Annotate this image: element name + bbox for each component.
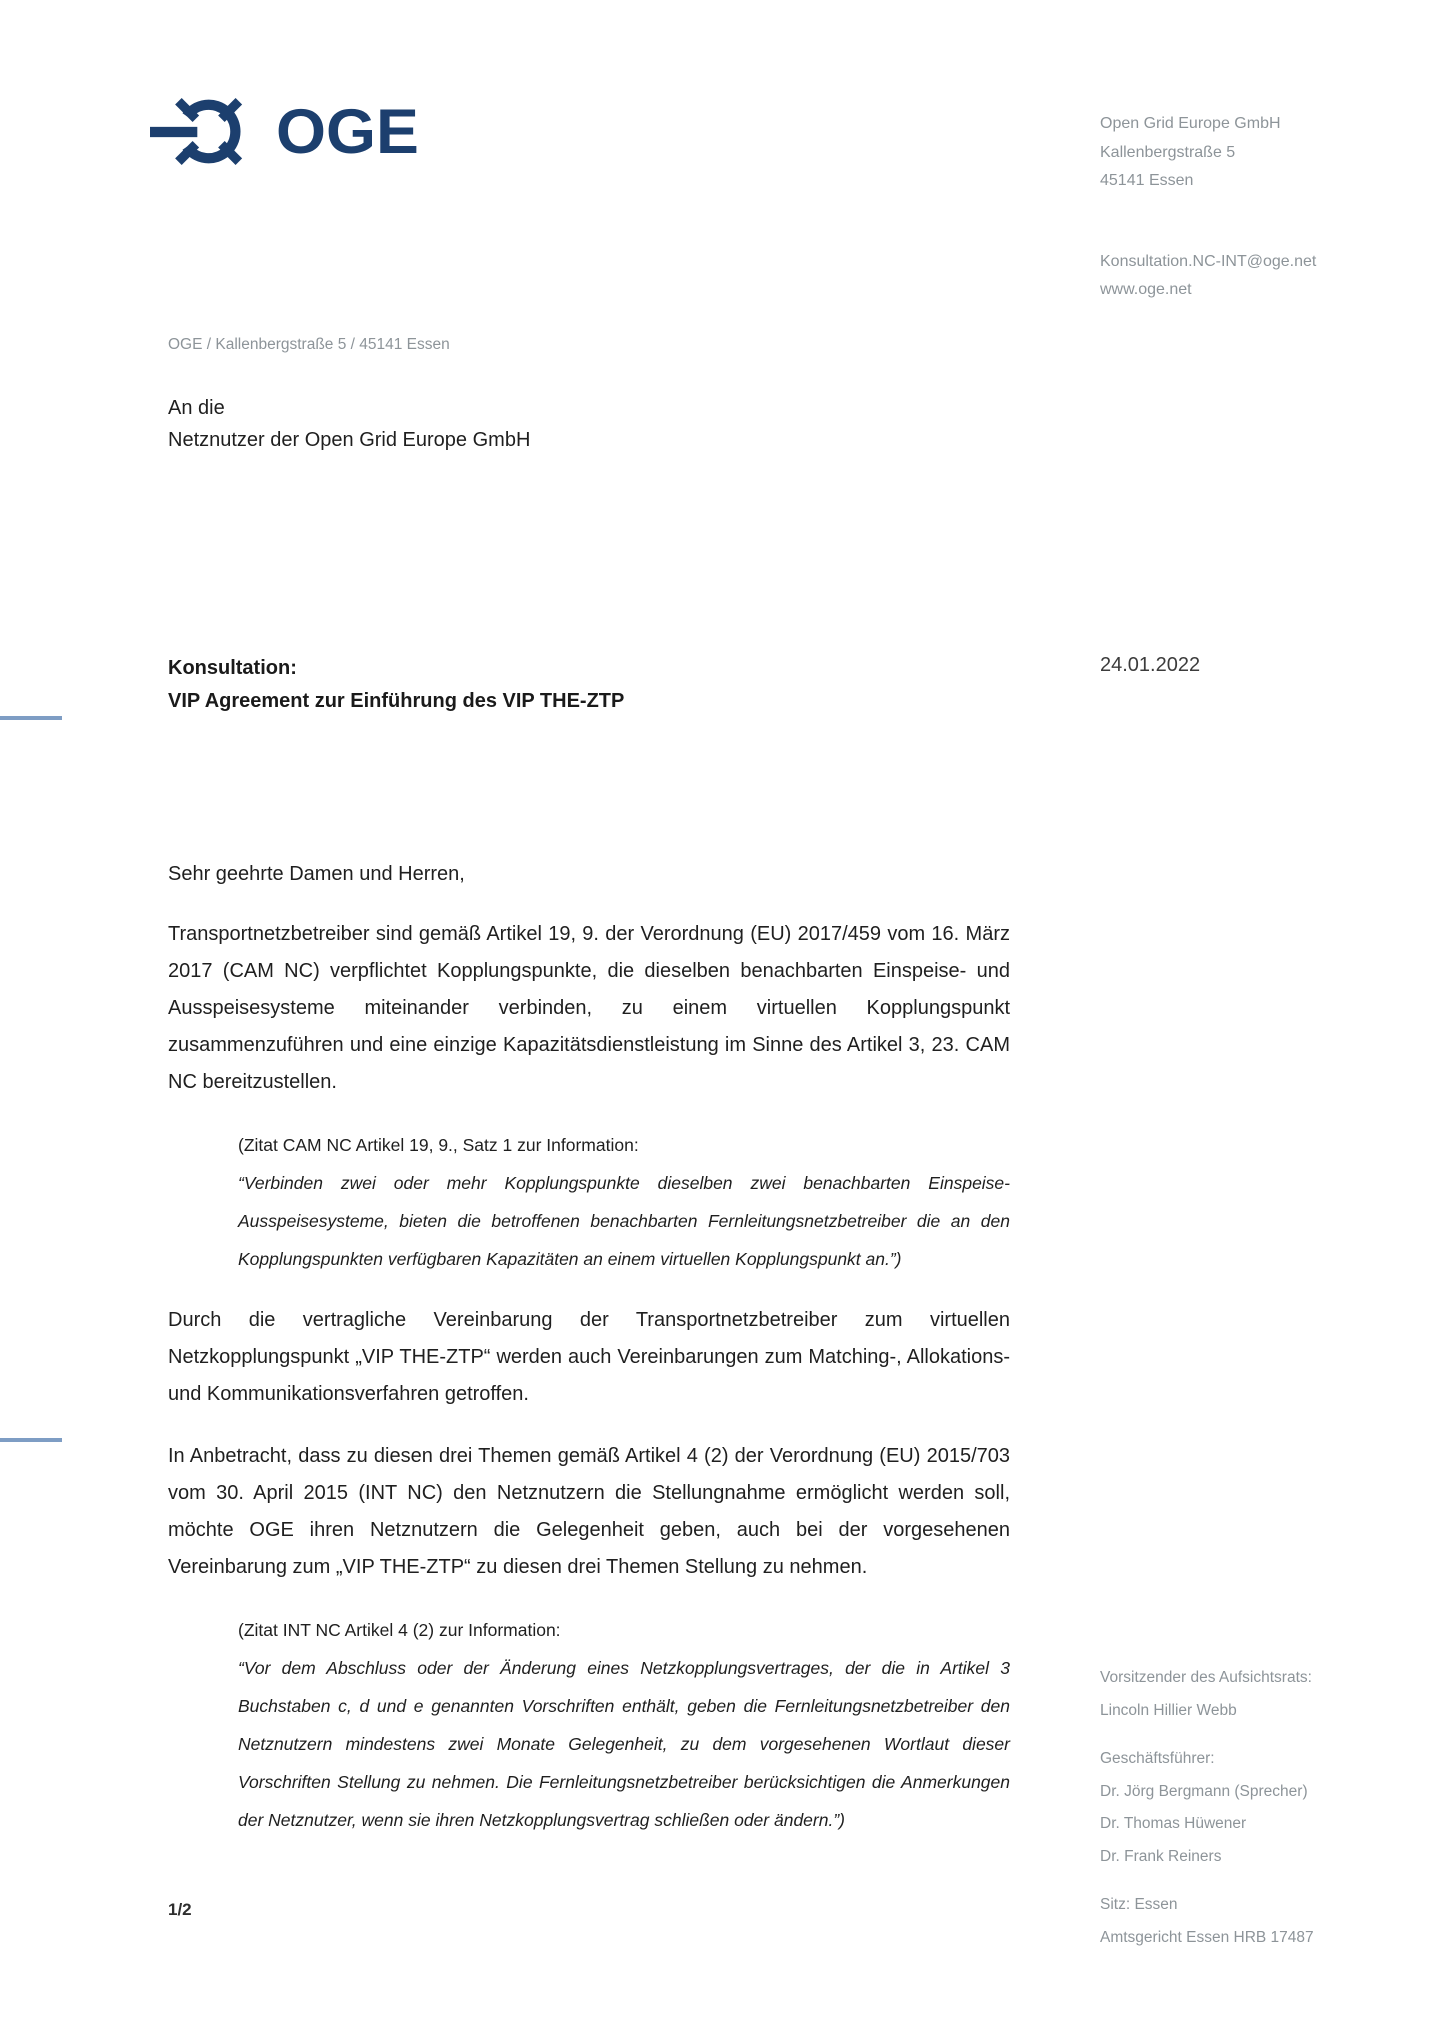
contact-email-text: Konsultation.NC-INT@oge.net bbox=[1100, 252, 1317, 270]
manager-2: Dr. Thomas Hüwener bbox=[1100, 1815, 1247, 1832]
page-number: 1/2 bbox=[168, 1900, 192, 1919]
quote-block-int-nc bbox=[238, 1611, 1010, 1839]
salutation: Sehr geehrte Damen und Herren, bbox=[168, 863, 465, 885]
paragraph-vip-agreement: Durch die vertragliche Vereinbarung der Transportnetzbetreiber zum virtuellen Netzkopplungspunkt „VIP THE-ZTP“ werden auch Vereinbarungen zum Matching-, Allokations- und Kommunikationsverfahren getroffen. bbox=[168, 1309, 1010, 1405]
company-address-block bbox=[1100, 110, 1400, 305]
company-city: 45141 Essen bbox=[1100, 172, 1194, 189]
quote-text-int-nc: “Vor dem Abschluss oder der Änderung eines Netzkopplungsvertrages, der die in Artikel 3 Buchstaben c, d und e genannten Vorschriften enthält, geben die Fernleitungsnetzbetreiber den Netznutzern mindestens zwei Monate Gelegenheit, zu dem vorgesehenen Wortlaut dieser Vorschriften Stellung zu nehmen. Die Fernleitungsnetzbetreiber berücksichtigen die Anmerkungen der Netznutzer, wenn sie ihren Netzkopplungsvertrag schließen oder ändern.”) bbox=[238, 1658, 1010, 1830]
quote-intro-cam-nc: (Zitat CAM NC Artikel 19, 9., Satz 1 zur Information: bbox=[238, 1135, 639, 1155]
letter-body bbox=[168, 856, 1010, 1863]
manager-3: Dr. Frank Reiners bbox=[1100, 1847, 1222, 1865]
paragraph-int-nc: In Anbetracht, dass zu diesen drei Themen gemäß Artikel 4 (2) der Verordnung (EU) 2015/703 vom 30. April 2015 (INT NC) den Netznutzern die Stellungnahme ermöglicht werden soll, möchte OGE ihren Netznutzern die Gelegenheit geben, auch bei der vorgesehenen Vereinbarung zum „VIP THE-ZTP“ zu diesen drei Themen Stellung zu nehmen. bbox=[168, 1445, 1010, 1578]
logo-wordmark: OGE bbox=[276, 97, 419, 167]
quote-intro-int-nc: (Zitat INT NC Artikel 4 (2) zur Information: bbox=[238, 1620, 561, 1640]
company-name: Open Grid Europe GmbH bbox=[1100, 115, 1281, 132]
fold-mark-bottom bbox=[0, 1438, 62, 1442]
contact-website-text: www.oge.net bbox=[1100, 281, 1192, 298]
subject-line-2: VIP Agreement zur Einführung des VIP THE-ZTP bbox=[168, 690, 625, 712]
recipient-line-1: An die bbox=[168, 397, 225, 419]
oge-logo bbox=[150, 88, 419, 176]
quote-text-cam-nc: “Verbinden zwei oder mehr Kopplungspunkte dieselben zwei benachbarten Einspeise- Ausspeisesysteme, bieten die betroffenen benachbarten Fernleitungsnetzbetreiber die an den Kopplungspunkten verfügbaren Kapazitäten an einem virtuellen Kopplungspunkt an.”) bbox=[238, 1173, 1010, 1269]
quote-block-cam-nc bbox=[238, 1126, 1010, 1278]
registry-entry: Amtsgericht Essen HRB 17487 bbox=[1100, 1928, 1314, 1946]
return-address-line: OGE / Kallenbergstraße 5 / 45141 Essen bbox=[168, 336, 450, 353]
oge-pipeline-icon bbox=[150, 88, 258, 176]
recipient-line-2: Netznutzer der Open Grid Europe GmbH bbox=[168, 429, 531, 451]
company-street: Kallenbergstraße 5 bbox=[1100, 143, 1236, 161]
corporate-info-column bbox=[1100, 1662, 1400, 1970]
subject-line-1: Konsultation: bbox=[168, 657, 297, 679]
subject-heading bbox=[168, 652, 624, 718]
supervisory-board-name: Lincoln Hillier Webb bbox=[1100, 1701, 1237, 1719]
supervisory-board-label: Vorsitzender des Aufsichtsrats: bbox=[1100, 1669, 1312, 1686]
manager-1: Dr. Jörg Bergmann (Sprecher) bbox=[1100, 1782, 1308, 1800]
company-seat: Sitz: Essen bbox=[1100, 1896, 1178, 1913]
management-label: Geschäftsführer: bbox=[1100, 1750, 1215, 1767]
fold-mark-top bbox=[0, 716, 62, 720]
paragraph-cam-nc: Transportnetzbetreiber sind gemäß Artikel 19, 9. der Verordnung (EU) 2017/459 vom 16. März 2017 (CAM NC) verpflichtet Kopplungspunkte, die dieselben benachbarten Einspeise- und Ausspeisesysteme miteinander verbinden, zu einem virtuellen Kopplungspunkt zusammenzuführen und eine einzige Kapazitätsdienstleistung im Sinne des Artikel 3, 23. CAM NC bereitzustellen. bbox=[168, 923, 1010, 1093]
recipient-block bbox=[168, 392, 530, 456]
letter-date: 24.01.2022 bbox=[1100, 654, 1201, 676]
